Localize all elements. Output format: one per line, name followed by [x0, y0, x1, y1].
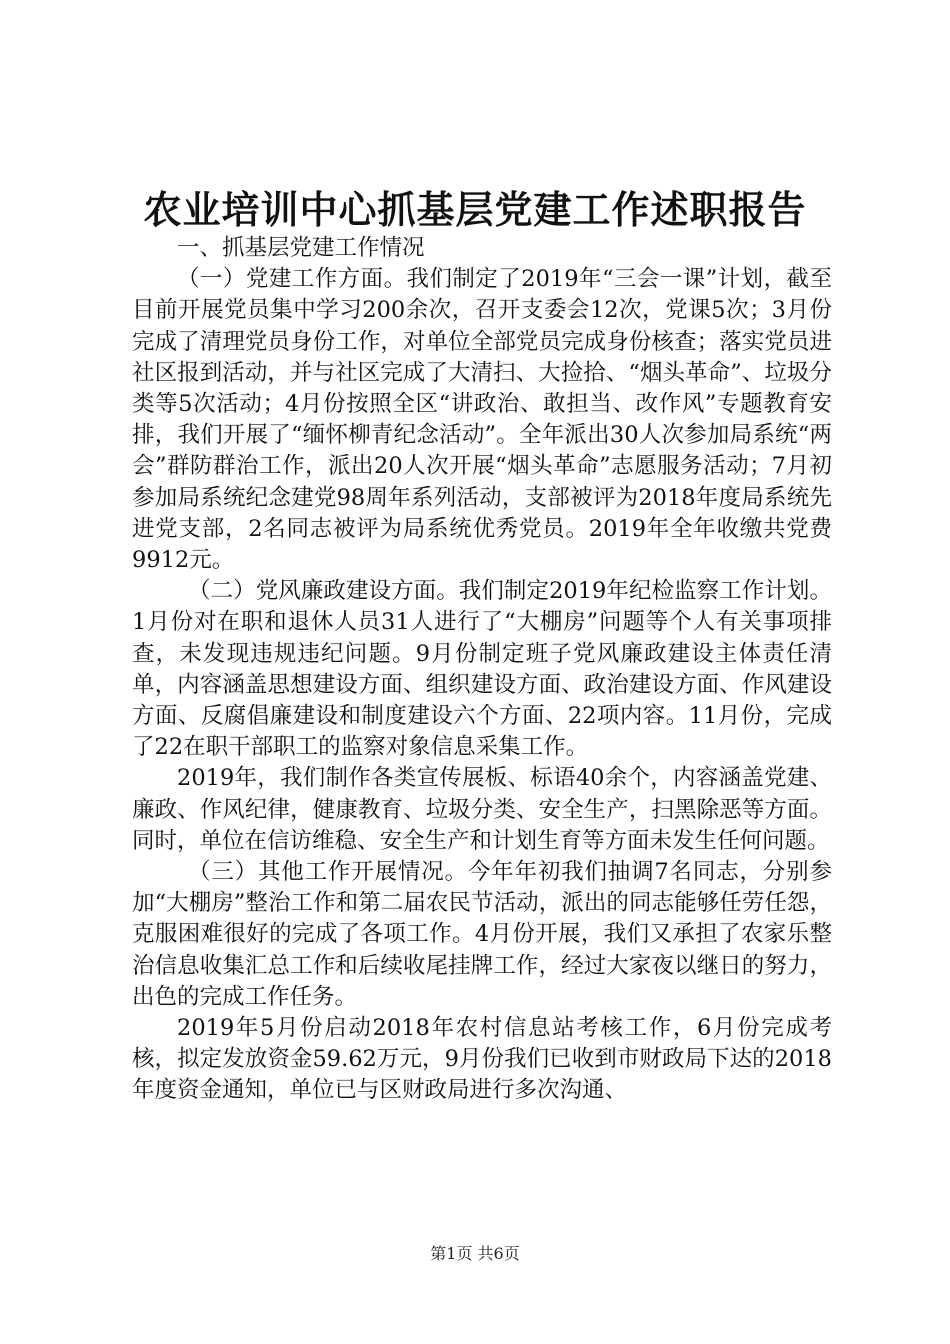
document-body [132, 233, 832, 1107]
page-number: 第1页 共6页 [430, 1244, 520, 1263]
paragraph-other-work: （三）其他工作开展情况。今年年初我们抽调7名同志，分别参加“大棚房”整治工作和第二届农民节活动，派出的同志能够任劳任怨，克服困难很好的完成了各项工作。4月份开展，我们又承担了农家乐整治信息收集汇总工作和后续收尾挂牌工作，经过大家夜以继日的努力，出色的完成工作任务。 [132, 859, 832, 1010]
document-title: 农业培训中心抓基层党建工作述职报告 [143, 187, 807, 232]
section-heading: 一、抓基层党建工作情况 [177, 235, 425, 261]
paragraph-info-station: 2019年5月份启动2018年农村信息站考核工作，6月份完成考核，拟定发放资金59.62万元，9月份我们已收到市财政局下达的2018年度资金通知，单位已与区财政局进行多次沟通、 [132, 1015, 832, 1104]
paragraph-publicity: 2019年，我们制作各类宣传展板、标语40余个，内容涵盖党建、廉政、作风纪律，健康教育、垃圾分类、安全生产，扫黑除恶等方面。同时，单位在信访维稳、安全生产和计划生育等方面未发生任何问题。 [132, 765, 832, 854]
paragraph-integrity: （二）党风廉政建设方面。我们制定2019年纪检监察工作计划。1月份对在职和退休人员31人进行了“大棚房”问题等个人有关事项排查，未发现违规违纪问题。9月份制定班子党风廉政建设主体责任清单，内容涵盖思想建设方面、组织建设方面、政治建设方面、作风建设方面、反腐倡廉建设和制度建设六个方面、22项内容。11月份，完成了22在职干部职工的监察对象信息采集工作。 [132, 578, 832, 761]
paragraph-party-building: （一）党建工作方面。我们制定了2019年“三会一课”计划，截至目前开展党员集中学习200余次，召开支委会12次，党课5次；3月份完成了清理党员身份工作，对单位全部党员完成身份核查；落实党员进社区报到活动，并与社区完成了大清扫、大捡拾、“烟头革命”、垃圾分类等5次活动；4月份按照全区“讲政治、敢担当、改作风”专题教育安排，我们开展了“缅怀柳青纪念活动”。全年派出30人次参加局系统“两会”群防群治工作，派出20人次开展“烟头革命”志愿服务活动；7月初参加局系统纪念建党98周年系列活动，支部被评为2018年度局系统先进党支部，2名同志被评为局系统优秀党员。2019年全年收缴共党费9912元。 [132, 266, 832, 574]
